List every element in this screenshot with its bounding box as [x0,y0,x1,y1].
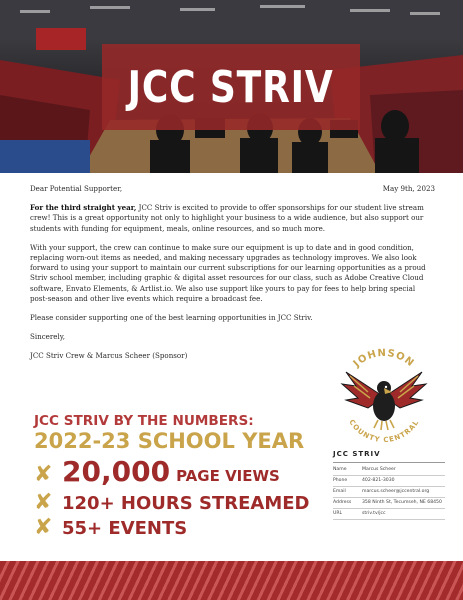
letter-header [30,184,435,194]
contact-table [333,450,445,520]
x-mark-icon: ✘ [34,515,53,540]
contact-email-link[interactable]: marcus.scheer@jccentral.org [362,489,430,494]
contact-url-link[interactable]: striv.tv/jcc [362,511,386,516]
contact-value: 402-821-3030 [362,478,395,483]
contact-key: URL [333,511,343,516]
stat-value: 55+ EVENTS [62,518,188,539]
x-mark-icon: ✘ [34,462,53,487]
contact-title: JCC STRIV [333,450,445,463]
stat-page-views [34,457,314,491]
paragraph-appeal: Please consider supporting one of the best learning opportunities in JCC Striv. [30,313,313,323]
by-the-numbers [34,414,314,541]
signature: JCC Striv Crew & Marcus Scheer (Sponsor) [30,351,188,361]
contact-key: Phone [333,478,348,483]
intro-bold: For the third straight year, [30,203,137,213]
hero-title-box [102,44,360,130]
contact-value: 358 Ninth St, Tecumseh, NE 68450 [362,500,442,505]
hero-banner [0,0,463,173]
stat-value: 20,000 [62,455,171,488]
letter-date: May 9th, 2023 [382,184,435,193]
paragraph-intro [30,203,435,234]
closing: Sincerely, [30,332,66,342]
eagle-logo-icon [328,342,440,452]
contact-row-phone [333,476,445,487]
logo-bottom-text: COUNTY CENTRAL [347,418,421,445]
logo-top-text: JOHNSON [351,347,417,370]
svg-text:JOHNSON [351,348,416,370]
numbers-title: JCC STRIV BY THE NUMBERS: [34,413,254,429]
contact-key: Address [333,500,352,505]
salutation: Dear Potential Supporter, [30,184,123,193]
numbers-year: 2022-23 SCHOOL YEAR [34,429,305,453]
johnson-county-central-logo [328,342,440,452]
intro-text: JCC Striv is excited to provide to offer sponsorships for our student live stream crew! This is a great opportunity not only to highlight your business to a wide audience, but also support our students with funding for equipment, meals, online resources, and so much more. [30,203,424,233]
contact-value: Marcus Scheer [362,467,396,472]
contact-key: Email [333,489,346,494]
striped-footer [0,561,463,600]
paragraph-support: With your support, the crew can continue to make sure our equipment is up to date and in good condition, replacing worn-out items as needed, and making necessary upgrades as technology improves. We also look forward to using your support to maintain our current subscriptions for our learning opportunities as a proud Striv school member, including graphic & digital asset resources for our class, such as Adobe Creative Cloud software, Envato Elements, & Artlist.io. We also use support like yours to pay for fees to help bring special post-season and other live events which require a broadcast fee. [30,242,426,303]
stat-hours-streamed [34,491,314,516]
contact-key: Name [333,467,347,472]
contact-row-email [333,487,445,498]
stat-label: PAGE VIEWS [176,467,280,485]
contact-row-address [333,498,445,509]
hero-title: JCC STRIV [127,61,335,113]
stat-events [34,516,314,541]
x-mark-icon: ✘ [34,490,53,515]
contact-row-name [333,465,445,476]
svg-text:COUNTY CENTRAL [347,418,420,444]
contact-row-url [333,509,445,520]
stat-value: 120+ HOURS STREAMED [62,493,310,514]
